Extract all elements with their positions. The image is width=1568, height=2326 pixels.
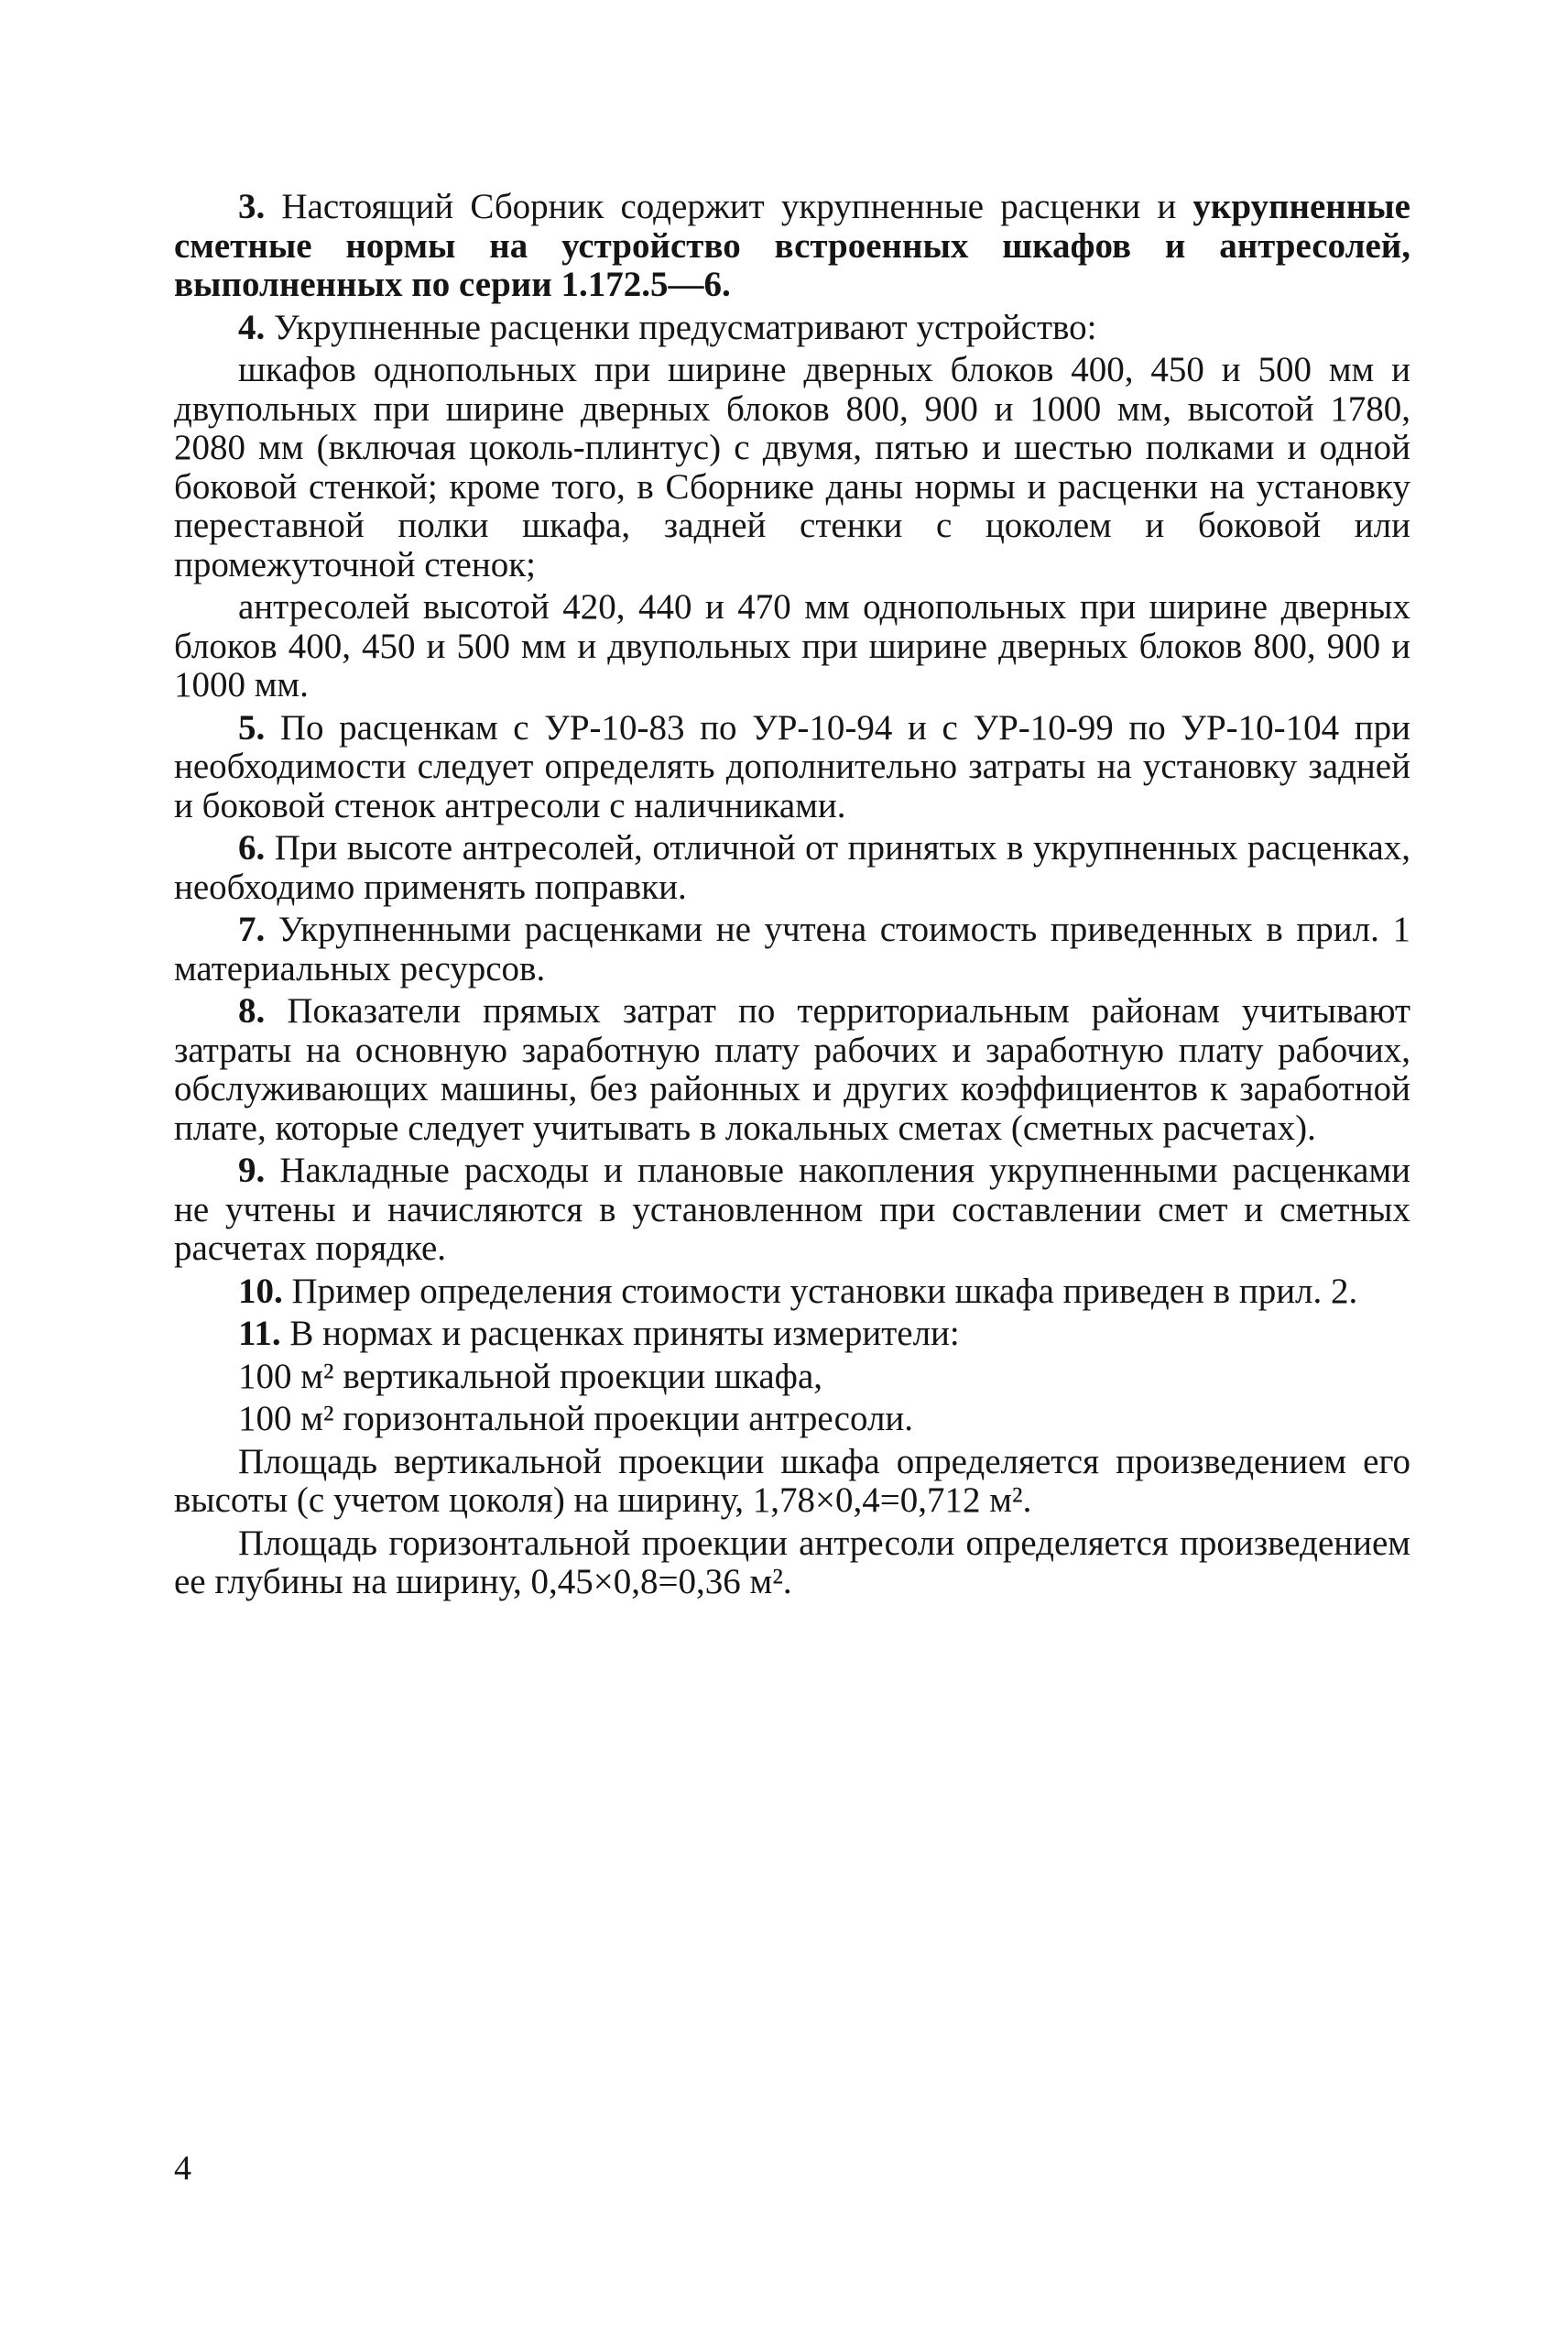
paragraph-text: При высоте антресолей, отличной от принятых в укрупненных расценках, необходимо применять поправки. (174, 828, 1410, 907)
paragraph-text: В нормах и расценках приняты измерители: (280, 1314, 960, 1353)
paragraph-11 (174, 1315, 1410, 1354)
area-formula-cabinet: Площадь вертикальной проекции шкафа определяется произведением его высоты (с учетом цоколя) на ширину, 1,78×0,4=0,712 м². (174, 1441, 1410, 1520)
paragraph-text: Пример определения стоимости установки шкафа приведен в прил. 2. (282, 1271, 1358, 1311)
paragraph-number: 9. (238, 1151, 266, 1190)
measure-line-mezzanine: 100 м² горизонтальной проекции антресоли. (238, 1399, 914, 1438)
paragraph-number: 10. (238, 1271, 283, 1311)
paragraph-number: 6. (238, 828, 266, 868)
paragraph-text: Настоящий Сборник содержит укрупненные расценки и (265, 187, 1193, 226)
paragraph-8 (174, 992, 1410, 1148)
area-formula-mezzanine: Площадь горизонтальной проекции антресоли определяется произведением ее глубины на ширину, 0,45×0,8=0,36 м². (174, 1523, 1410, 1601)
paragraph-number: 7. (238, 910, 266, 949)
measure-line-cabinet: 100 м² вертикальной проекции шкафа, (238, 1356, 823, 1396)
paragraph-7 (174, 911, 1410, 988)
paragraph-number: 8. (238, 991, 266, 1031)
paragraph-text: Накладные расходы и плановые накопления укрупненными расценками не учтены и начисляются в установленном при составлении смет и сметных расчетах порядке. (174, 1151, 1410, 1268)
paragraph-text: Укрупненными расценками не учтена стоимость приведенных в прил. 1 материальных ресурсов. (174, 910, 1410, 988)
paragraph-4-cabinets: шкафов однопольных при ширине дверных блоков 400, 450 и 500 мм и двупольных при ширине дверных блоков 800, 900 и 1000 мм, высотой 1780, 2080 мм (включая цоколь-плинтус) с двумя, пятью и шестью полками и одной боковой стенкой; кроме того, в Сборнике даны нормы и расценки на установку переставной полки шкафа, задней стенки с цоколем и боковой или промежуточной стенок; (174, 350, 1410, 584)
paragraph-text: По расценкам с УР-10-83 по УР-10-94 и с УР-10-99 по УР-10-104 при необходимости следует определять дополнительно затраты на установку задней и боковой стенок антресоли с наличниками. (174, 707, 1410, 825)
paragraph-5 (174, 709, 1410, 826)
paragraph-text-bold: укрупненные сметные нормы на устройство встроенных шкафов и антресолей, выполненных по серии 1.172.5—6. (174, 187, 1410, 304)
paragraph-number: 11. (238, 1314, 281, 1353)
paragraph-text: Показатели прямых затрат по территориальным районам учитывают затраты на основную заработную плату рабочих и заработную плату рабочих, обслуживающих машины, без районных и других коэффициентов к заработной плате, которые следует учитывать в локальных сметах (сметных расчетах). (174, 991, 1410, 1148)
paragraph-6 (174, 829, 1410, 907)
paragraph-4 (174, 309, 1410, 348)
paragraph-10 (174, 1272, 1410, 1312)
paragraph-number: 3. (238, 187, 266, 226)
paragraph-text: Укрупненные расценки предусматривают устройство: (265, 307, 1097, 347)
body-text (174, 188, 1410, 1606)
paragraph-number: 4. (238, 307, 266, 347)
paragraph-9 (174, 1152, 1410, 1269)
page-number: 4 (174, 2149, 191, 2188)
paragraph-number: 5. (238, 707, 266, 748)
paragraph-4-mezzanines: антресолей высотой 420, 440 и 470 мм однопольных при ширине дверных блоков 400, 450 и 500 мм и двупольных при ширине дверных блоков 800, 900 и 1000 мм. (174, 587, 1410, 704)
paragraph-3 (174, 188, 1410, 305)
